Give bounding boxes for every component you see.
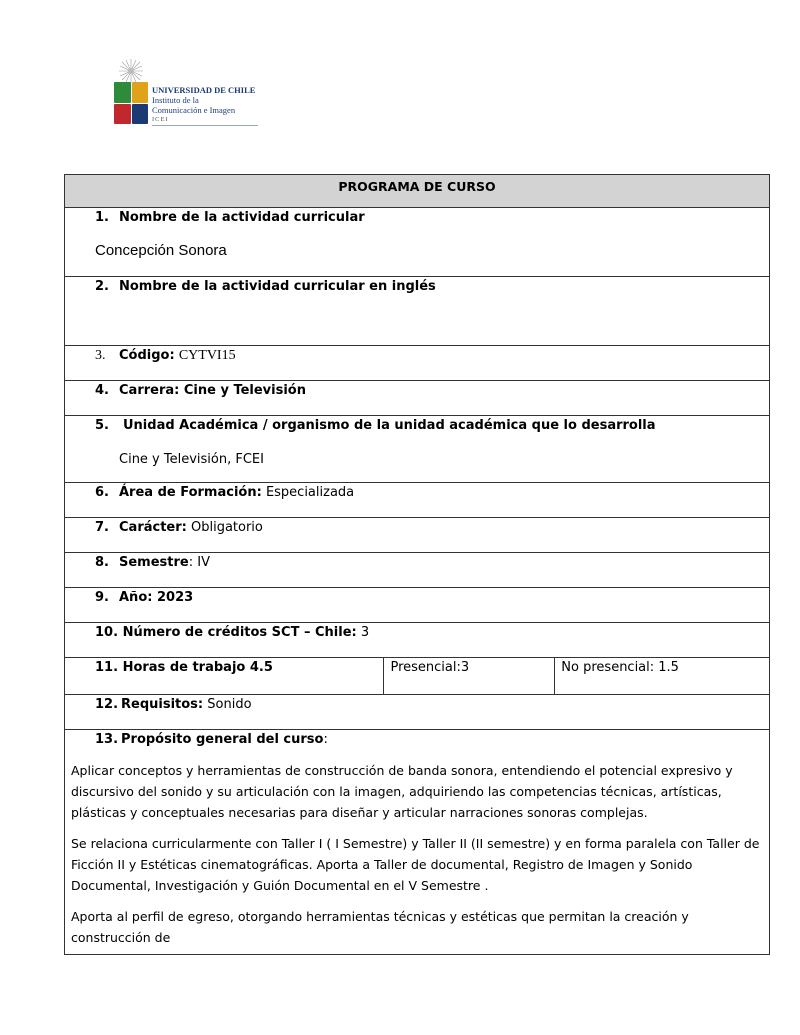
table-header <box>65 175 770 208</box>
logo-institute-line1: Instituto de la <box>152 95 199 105</box>
document-title: PROGRAMA DE CURSO <box>338 179 496 194</box>
row-year: 9. Año: 2023 <box>65 588 770 623</box>
row-requirements: 12. Requisitos: Sonido <box>65 695 770 730</box>
field-label: Requisitos: <box>121 697 204 712</box>
row-general-purpose: 13. Propósito general del curso: Aplicar conceptos y herramientas de construcción de banda sonora, entendiendo el potencial expresivo y discursivo del sonido y su articulación con la imagen, adquiriendo las competencias técnicas, artísticas, plásticas y conceptuales necesarias para diseñar y articular narraciones sonoras complejas. Se relaciona curricularmente con Taller I ( I Semestre) y Taller II (II semestre) y en forma paralela con Taller de Ficción II y Estéticas cinematográficas. Aporta a Taller de documental, Registro de Imagen y Sonido Documental, Investigación y Guión Documental en el V Semestre . Aporta al perfil de egreso, otorgando herramientas técnicas y estéticas que permitan la creación y construcción de <box>65 730 770 955</box>
purpose-paragraph: Aplicar conceptos y herramientas de construcción de banda sonora, entendiendo el potencial expresivo y discursivo del sonido y su articulación con la imagen, adquiriendo las competencias técnicas, artísticas, plásticas y conceptuales necesarias para diseñar y articular narraciones sonoras complejas. <box>71 763 733 820</box>
field-label: Área de Formación: <box>119 485 262 500</box>
semester-value: : IV <box>188 555 210 570</box>
field-label: Código: <box>119 348 175 363</box>
star-emblem-icon <box>118 58 144 84</box>
logo-university-name: UNIVERSIDAD DE CHILE <box>152 85 256 95</box>
field-label: Número de créditos SCT – Chile: <box>122 625 357 640</box>
no-presencial-hours: No presencial: 1.5 <box>561 660 679 675</box>
logo-institute-line2: Comunicación e Imagen <box>152 105 236 115</box>
course-name: Concepción Sonora <box>95 242 227 259</box>
character-value: Obligatorio <box>190 520 263 535</box>
row-code: 3. Código: CYTVI15 <box>65 346 770 381</box>
shield-emblem-icon <box>114 82 148 124</box>
field-label: Semestre <box>119 555 189 570</box>
field-label: Año: 2023 <box>119 590 194 605</box>
field-label: Horas de trabajo 4.5 <box>122 660 273 675</box>
row-career: 4. Carrera: Cine y Televisión <box>65 381 770 416</box>
field-label: Unidad Académica / organismo de la unidad académica que lo desarrolla <box>123 418 656 433</box>
purpose-paragraph: Se relaciona curricularmente con Taller I ( I Semestre) y Taller II (II semestre) y en forma paralela con Taller de Ficción II y Estéticas cinematográficas. Aporta a Taller de documental, Registro de Imagen y Sonido Documental, Investigación y Guión Documental en el V Semestre . <box>71 836 760 893</box>
row-training-area: 6. Área de Formación: Especializada <box>65 483 770 518</box>
row-semester: 8. Semestre: IV <box>65 553 770 588</box>
row-credits: 10. Número de créditos SCT – Chile: 3 <box>65 623 770 658</box>
course-code: CYTVI15 <box>178 348 236 363</box>
university-logo <box>112 58 262 130</box>
field-label: Nombre de la actividad curricular en inglés <box>119 279 436 294</box>
presencial-hours-cell <box>384 658 555 695</box>
field-label: Carácter: <box>119 520 187 535</box>
logo-acronym: ICEI <box>152 116 169 123</box>
credits-value: 3 <box>360 625 370 640</box>
field-label: Carrera: Cine y Televisión <box>119 383 306 398</box>
field-label: Nombre de la actividad curricular <box>119 210 365 225</box>
presencial-hours: Presencial:3 <box>390 660 470 675</box>
logo-divider <box>152 125 258 126</box>
row-academic-unit: 5. Unidad Académica / organismo de la unidad académica que lo desarrolla Cine y Televisión, FCEI <box>65 416 770 483</box>
purpose-paragraph: Aporta al perfil de egreso, otorgando herramientas técnicas y estéticas que permitan la creación y construcción de <box>71 909 689 945</box>
row-work-hours: 11. Horas de trabajo 4.5 <box>65 658 384 695</box>
training-area-value: Especializada <box>265 485 355 500</box>
row-character: 7. Carácter: Obligatorio <box>65 518 770 553</box>
course-program-table <box>64 174 770 955</box>
no-presencial-hours-cell <box>555 658 770 695</box>
row-activity-name: 1. Nombre de la actividad curricular Concepción Sonora <box>65 208 770 277</box>
requirements-value: Sonido <box>207 697 252 712</box>
academic-unit-value: Cine y Televisión, FCEI <box>119 452 264 467</box>
row-activity-name-english: 2. Nombre de la actividad curricular en inglés <box>65 277 770 346</box>
field-label: Propósito general del curso <box>121 732 324 747</box>
